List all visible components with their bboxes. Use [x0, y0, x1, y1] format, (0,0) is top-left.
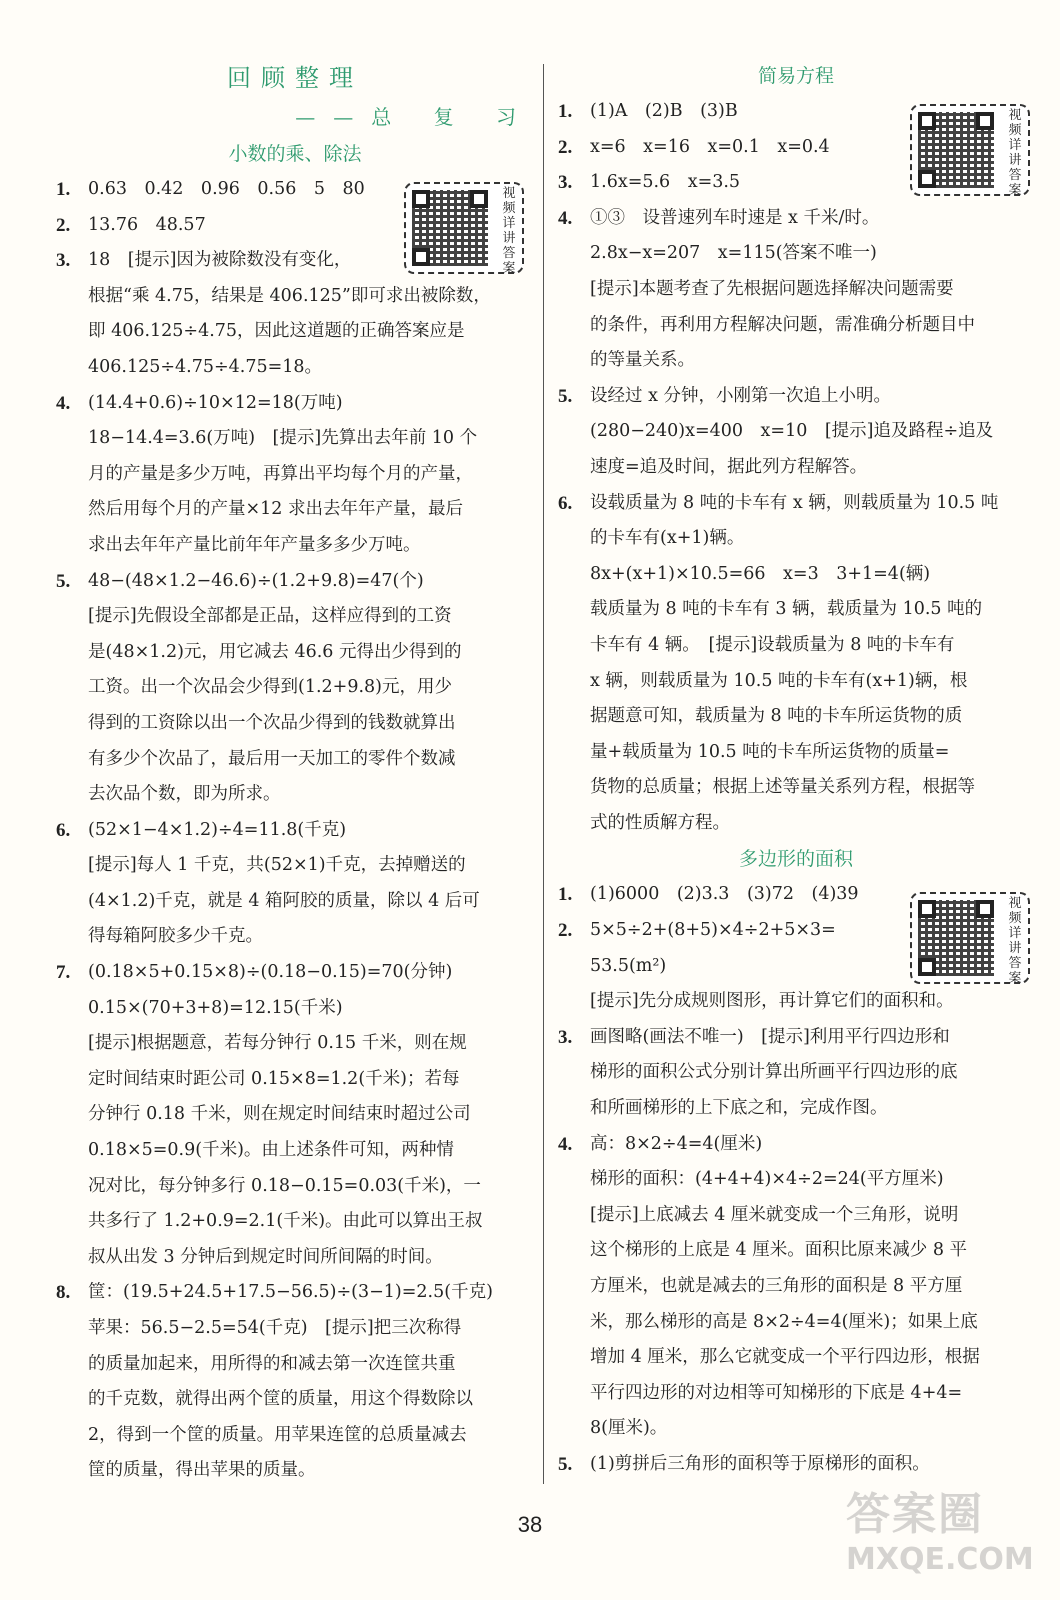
answer-line: 苹果：56.5−2.5=54(千克) [提示]把三次称得 [88, 1318, 462, 1338]
answer-line: 0.18×5=0.9(千米)。由上述条件可知，两种情 [88, 1140, 454, 1161]
answer-line: 0.15×(70+3+8)=12.15(千米) [88, 997, 343, 1018]
answer-number: 1. [56, 179, 71, 200]
answer-line: (4×1.2)千克，就是 4 箱阿胶的质量，除以 4 后可 [88, 890, 480, 911]
answer-line: 增加 4 厘米，那么它就变成一个平行四边形，根据 [590, 1347, 980, 1368]
answer-line: 根据“乘 4.75，结果是 406.125”即可求出被除数， [88, 285, 491, 306]
answer-number: 8. [56, 1282, 71, 1304]
answer-item [558, 379, 1034, 486]
answer-line: (0.18×5+0.15×8)÷(0.18−0.15)=70(分钟) [88, 962, 453, 983]
answer-number: 2. [558, 920, 573, 942]
answer-line: 载质量为 8 吨的卡车有 3 辆，载质量为 10.5 吨的 [590, 599, 983, 620]
answer-list-decimals [56, 172, 534, 1489]
watermark [846, 1478, 1036, 1588]
answer-line: 米，那么梯形的高是 8×2÷4=4(厘米)；如果上底 [590, 1311, 978, 1332]
answer-line: 货物的总质量；根据上述等量关系列方程，根据等 [590, 777, 975, 798]
section-heading-equations: 简易方程 [757, 65, 834, 87]
answer-item [56, 564, 534, 813]
qr-finder [918, 900, 936, 918]
section-heading-decimals: 小数的乘、除法 [228, 143, 362, 165]
watermark-url: MXQE.COM [846, 1542, 1034, 1577]
answer-line: [提示]根据题意，若每分钟行 0.15 千米，则在规 [88, 1033, 467, 1054]
page-subtitle: ——总 复 习 [295, 105, 534, 129]
qr-label: 视频详讲答案 [502, 186, 516, 276]
answer-line: 得到的工资除以出一个次品少得到的钱数就算出 [88, 712, 456, 733]
answer-line: 高：8×2÷4=4(厘米) [590, 1133, 763, 1154]
answer-line: 共多行了 1.2+0.9=2.1(千米)。由此可以算出王叔 [88, 1211, 483, 1232]
answer-item [56, 386, 534, 564]
answer-line: 量+载质量为 10.5 吨的卡车所运货物的质量= [590, 741, 950, 762]
qr-label: 视频详讲答案 [1008, 896, 1022, 986]
answer-line: 求出去年年产量比前年年产量多多少万吨。 [88, 534, 421, 555]
answer-line: 13.76 48.57 [88, 214, 206, 235]
answer-line: 5×5÷2+(8+5)×4÷2+5×3= [590, 920, 836, 941]
answer-number: 6. [558, 492, 573, 514]
answer-line: (52×1−4×1.2)÷4=11.8(千克) [88, 819, 347, 840]
qr-finder [412, 248, 430, 266]
answer-line: (14.4+0.6)÷10×12=18(万吨) [88, 392, 343, 413]
answer-number: 1. [558, 101, 573, 122]
answer-line: 2.8x−x=207 x=115(答案不唯一) [590, 243, 877, 264]
answer-line: 得每箱阿胶多少千克。 [88, 926, 263, 947]
answer-line: 梯形的面积：(4+4+4)×4÷2=24(平方厘米) [590, 1169, 944, 1190]
qr-code-video-1[interactable] [404, 182, 524, 274]
qr-finder [918, 958, 936, 976]
answer-line: 方厘米，也就是减去的三角形的面积是 8 平方厘 [590, 1276, 963, 1296]
answer-item [558, 1020, 1034, 1127]
answer-line: 速度=追及时间，据此列方程解答。 [590, 456, 868, 477]
answer-number: 6. [56, 819, 71, 841]
answer-item [558, 201, 1034, 379]
qr-label: 视频详讲答案 [1008, 108, 1022, 198]
qr-finder [918, 170, 936, 188]
answer-line: 0.63 0.42 0.96 0.56 5 80 [88, 179, 365, 199]
answer-item [56, 813, 534, 955]
answer-number: 4. [56, 392, 71, 414]
answer-line: 平行四边形的对边相等可知梯形的下底是 4+4= [590, 1382, 963, 1403]
qr-finder [918, 112, 936, 130]
answer-line: 工资。出一个次品会少得到(1.2+9.8)元，用少 [88, 677, 452, 698]
answer-line: 有多少个次品了，最后用一天加工的零件个数减 [88, 748, 456, 769]
answer-number: 1. [558, 884, 573, 906]
answer-line: (1)6000 (2)3.3 (3)72 (4)39 [590, 884, 859, 905]
answer-line: 设载质量为 8 吨的卡车有 x 辆，则载质量为 10.5 吨 [590, 492, 999, 513]
answer-number: 2. [56, 214, 71, 236]
answer-line: 18−14.4=3.6(万吨) [提示]先算出去年前 10 个 [88, 428, 478, 449]
answer-line: 然后用每个月的产量×12 求出去年年产量，最后 [88, 499, 463, 520]
answer-line: 设经过 x 分钟，小刚第一次追上小明。 [590, 385, 891, 406]
answer-line: 画图略(画法不唯一) [提示]利用平行四边形和 [590, 1026, 950, 1047]
answer-line: 406.125÷4.75÷4.75=18。 [88, 356, 323, 377]
answer-line: 是(48×1.2)元，用它减去 46.6 元得出少得到的 [88, 641, 462, 662]
answer-line: 月的产量是多少万吨，再算出平均每个月的产量， [88, 463, 473, 484]
answer-line: [提示]每人 1 千克，共(52×1)千克，去掉赠送的 [88, 855, 466, 876]
answer-line: 卡车有 4 辆。 [提示]设载质量为 8 吨的卡车有 [590, 634, 955, 655]
answer-line: 的等量关系。 [590, 350, 695, 371]
qr-code-video-2[interactable] [910, 104, 1030, 196]
answer-number: 2. [558, 136, 573, 158]
column-divider [543, 64, 544, 1484]
answer-number: 4. [558, 1133, 573, 1155]
answer-line: 分钟行 0.18 千米，则在规定时间结束时超过公司 [88, 1104, 471, 1125]
answer-line: 的质量加起来，用所得的和减去第一次连筐共重 [88, 1353, 456, 1374]
watermark-logo: 答案圈 [846, 1489, 984, 1540]
qr-finder [412, 190, 430, 208]
page-title: 回顾整理 [227, 64, 363, 92]
answer-line: [提示]本题考查了先根据问题选择解决问题需要 [590, 278, 954, 299]
answer-line: (280−240)x=400 x=10 [提示]追及路程÷追及 [590, 421, 994, 442]
answer-line: x 辆，则载质量为 10.5 吨的卡车有(x+1)辆，根 [590, 670, 968, 691]
answer-item [56, 955, 534, 1275]
qr-finder [976, 900, 994, 918]
answer-line: 53.5(m²) [590, 955, 667, 976]
answer-line: 梯形的面积公式分别计算出所画平行四边形的底 [590, 1062, 958, 1083]
answer-line: (1)剪拼后三角形的面积等于原梯形的面积。 [590, 1453, 930, 1474]
answer-line: 况对比，每分钟多行 0.18−0.15=0.03(千米)，一 [88, 1175, 481, 1196]
page-number: 38 [517, 1512, 543, 1537]
answer-line: 定时间结束时距公司 0.15×8=1.2(千米)；若每 [88, 1068, 460, 1089]
answer-number: 4. [558, 207, 573, 229]
answer-line: 和所画梯形的上下底之和，完成作图。 [590, 1098, 888, 1119]
answer-number: 5. [558, 1453, 573, 1475]
answer-line: 筐的质量，得出苹果的质量。 [88, 1460, 316, 1481]
answer-number: 5. [56, 570, 71, 592]
answer-line: 这个梯形的上底是 4 厘米。面积比原来减少 8 平 [590, 1240, 968, 1261]
answer-number: 7. [56, 962, 71, 984]
answer-number: 3. [56, 250, 71, 272]
answer-number: 5. [558, 385, 573, 407]
answer-line: 去次品个数，即为所求。 [88, 784, 281, 805]
answer-line: 的卡车有(x+1)辆。 [590, 528, 745, 549]
answer-line: ①③ 设普速列车时速是 x 千米/时。 [590, 207, 880, 228]
answer-line: (1)A (2)B (3)B [590, 101, 738, 121]
answer-line: [提示]先假设全部都是正品，这样应得到的工资 [88, 606, 452, 627]
answer-line: [提示]上底减去 4 厘米就变成一个三角形，说明 [590, 1204, 959, 1225]
answer-number: 3. [558, 172, 573, 194]
answer-line: 即 406.125÷4.75，因此这道题的正确答案应是 [88, 321, 465, 342]
answer-number: 3. [558, 1026, 573, 1048]
answer-line: 据题意可知，载质量为 8 吨的卡车所运货物的质 [590, 706, 963, 727]
section-heading-polygon-area: 多边形的面积 [738, 848, 853, 871]
answer-line: 8(厘米)。 [590, 1418, 668, 1439]
qr-finder [470, 190, 488, 208]
answer-line: 的千克数，就得出两个筐的质量，用这个得数除以 [88, 1389, 473, 1410]
answer-line: 式的性质解方程。 [590, 812, 730, 833]
answer-list-equations [558, 94, 1034, 841]
right-column [558, 58, 1034, 1483]
answer-line: 18 [提示]因为被除数没有变化， [88, 250, 352, 271]
answer-line: 8x+(x+1)×10.5=66 x=3 3+1=4(辆) [590, 563, 931, 584]
answer-line: 48−(48×1.2−46.6)÷(1.2+9.8)=47(个) [88, 570, 424, 591]
answer-item [558, 1127, 1034, 1447]
answer-line: [提示]先分成规则图形，再计算它们的面积和。 [590, 991, 954, 1012]
answer-line: 筐：(19.5+24.5+17.5−56.5)÷(3−1)=2.5(千克) [88, 1282, 493, 1303]
answer-item [56, 1275, 534, 1489]
answer-line: 的条件，再利用方程解决问题，需准确分析题目中 [590, 314, 975, 335]
answer-line: 叔从出发 3 分钟后到规定时间所间隔的时间。 [88, 1246, 443, 1267]
answer-line: x=6 x=16 x=0.1 x=0.4 [590, 136, 830, 157]
answer-item [558, 486, 1034, 842]
answer-line: 2，得到一个筐的质量。用苹果连筐的总质量减去 [88, 1424, 467, 1445]
qr-code-video-3[interactable] [910, 892, 1030, 984]
qr-finder [976, 112, 994, 130]
answer-line: 1.6x=5.6 x=3.5 [590, 172, 741, 193]
